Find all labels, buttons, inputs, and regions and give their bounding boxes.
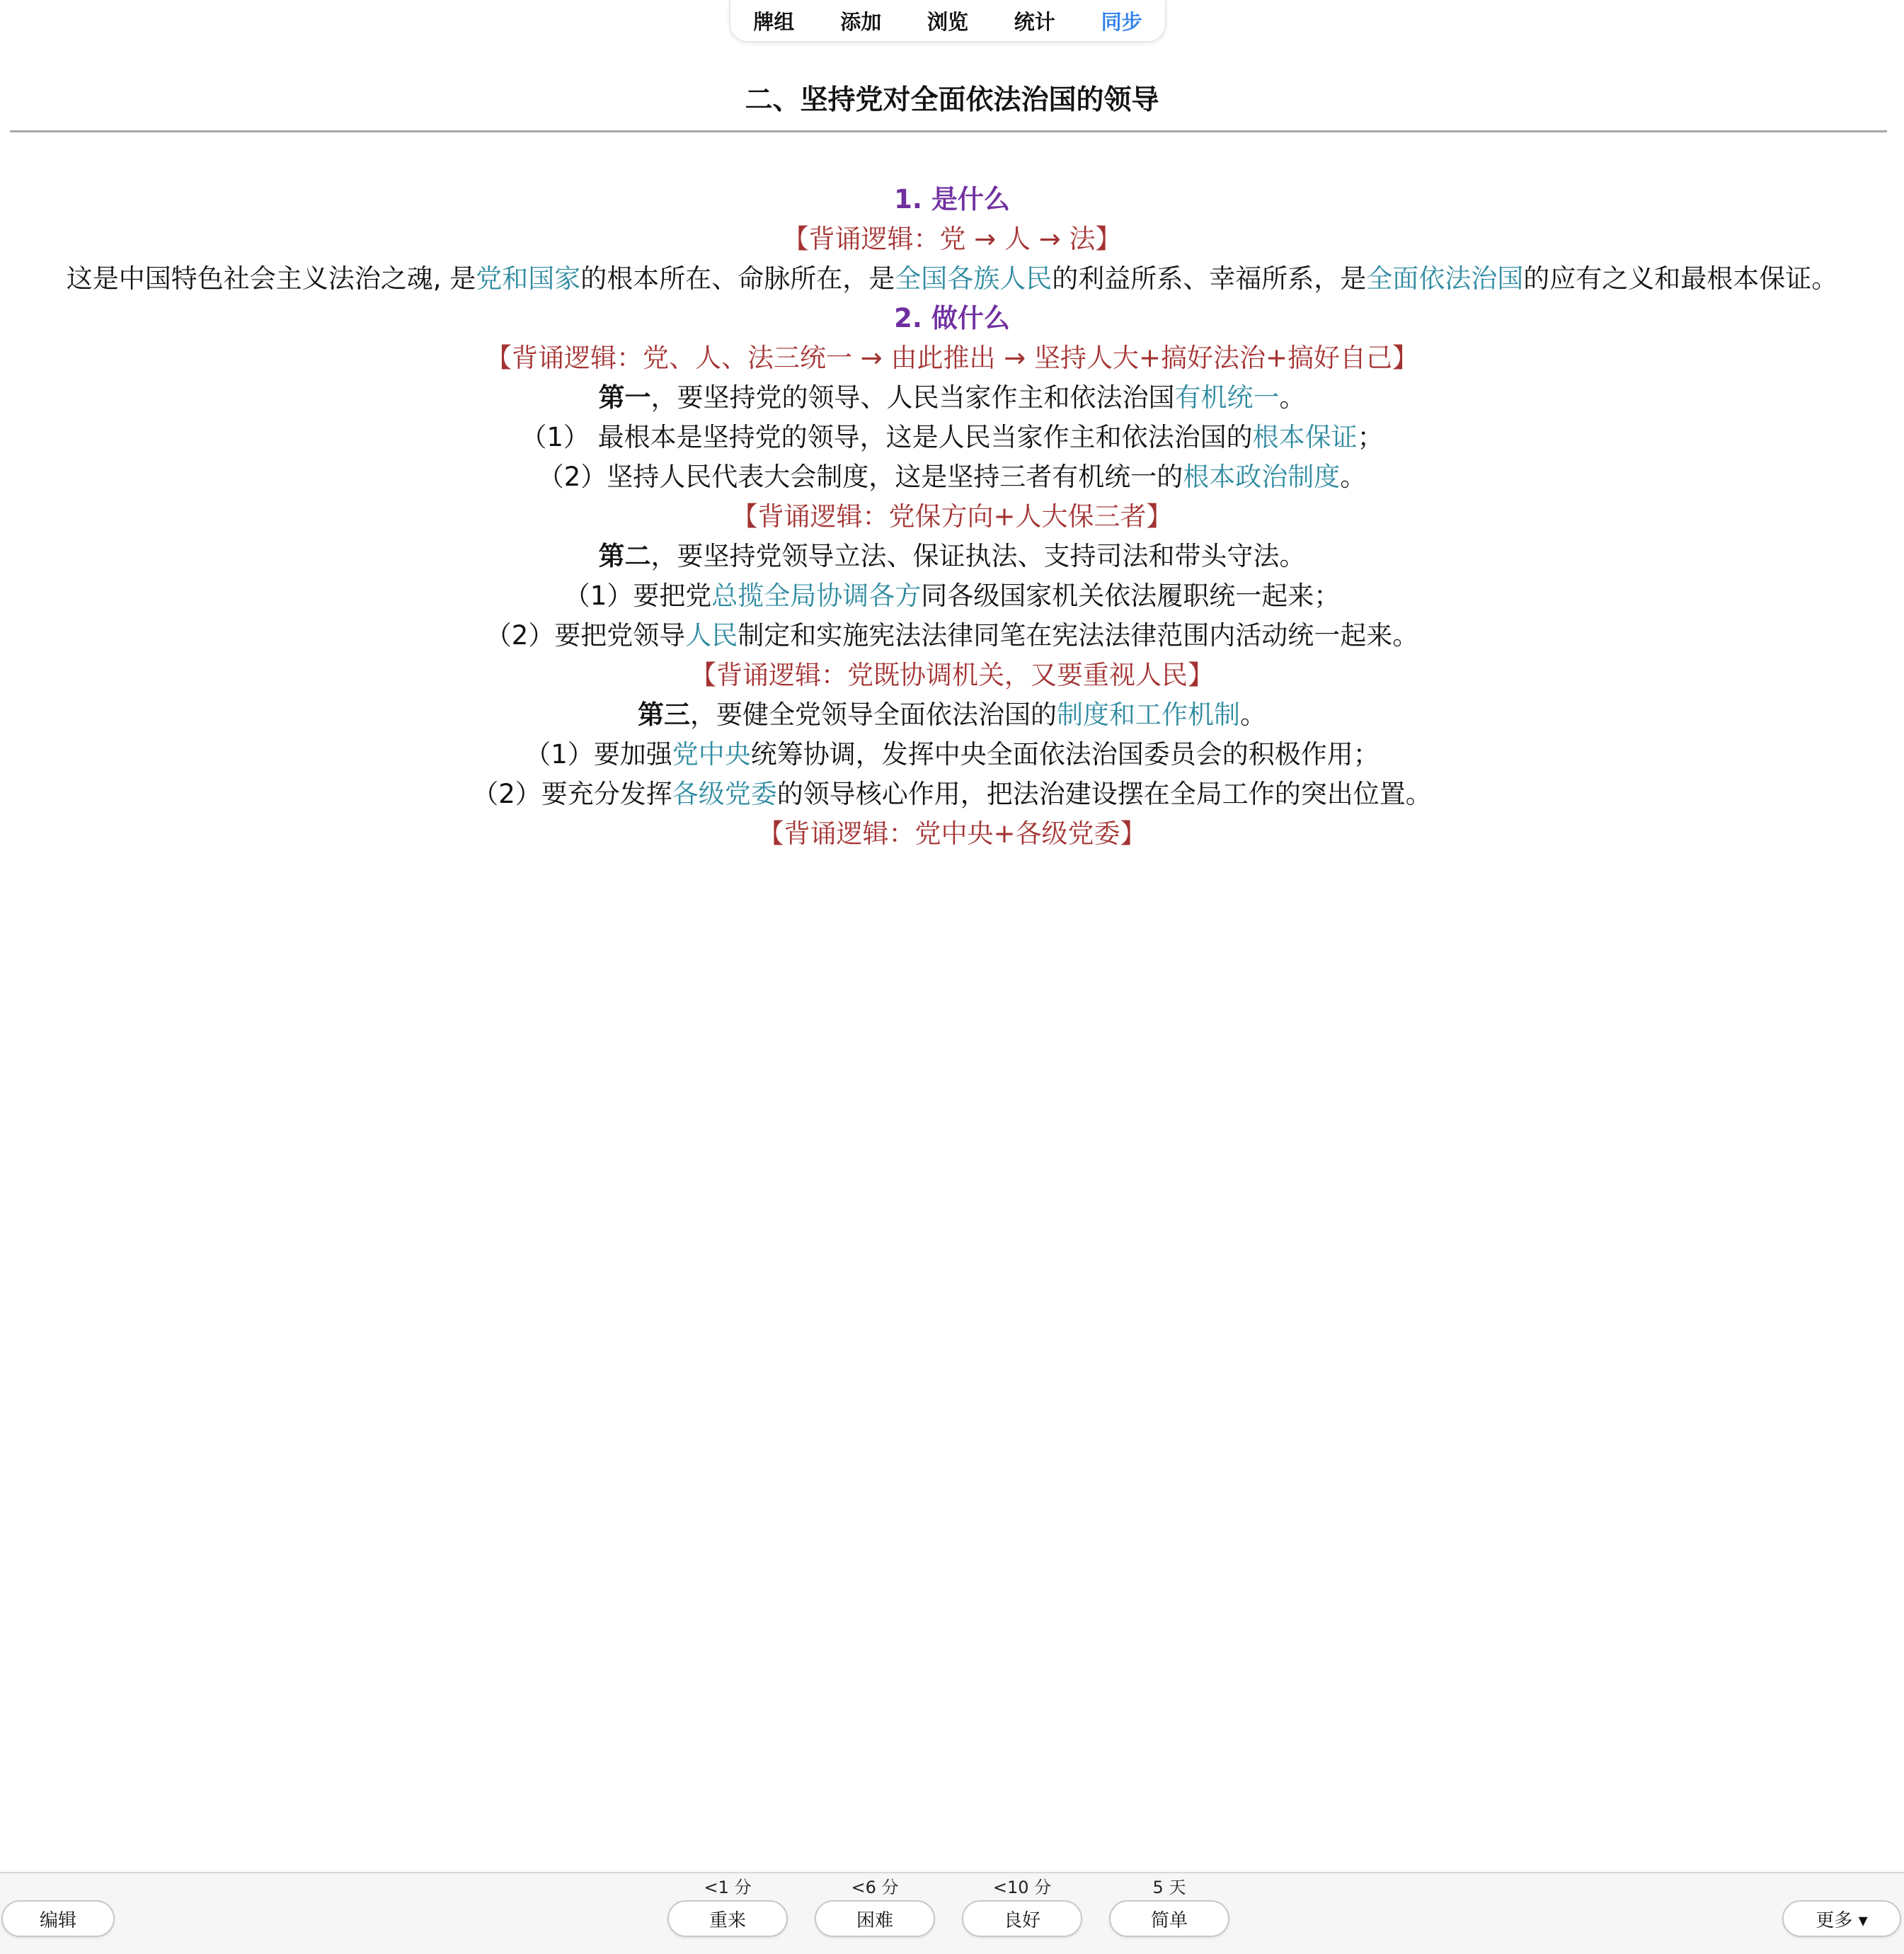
good-button[interactable]: 良好 <box>962 1900 1082 1937</box>
point-second <box>16 537 1888 576</box>
text: 的利益所系、幸福所系，是 <box>1052 263 1367 294</box>
keyword: 党中央 <box>672 739 751 770</box>
interval-easy: 5 天 <box>1152 1878 1186 1897</box>
interval-hard: <6 分 <box>851 1878 899 1897</box>
section-heading-how: 2. 做什么 <box>894 303 1010 333</box>
sub-item <box>16 775 1888 814</box>
sub-item <box>16 457 1888 497</box>
text: （2）坚持人民代表大会制度，这是坚持三者有机统一的 <box>537 462 1183 492</box>
text: ，要坚持党领导立法、保证执法、支持司法和带头守法。 <box>650 541 1306 571</box>
text: ，要坚持党的领导、人民当家作主和依法治国 <box>650 382 1175 413</box>
text: 。 <box>1240 699 1266 730</box>
keyword: 全国各族人民 <box>895 263 1053 294</box>
point-third <box>16 695 1888 735</box>
hard-button[interactable]: 困难 <box>815 1900 935 1937</box>
answer-bar <box>0 1872 1904 1954</box>
easy-button[interactable]: 简单 <box>1109 1900 1229 1937</box>
keyword: 总揽全局协调各方 <box>711 581 922 611</box>
nav-stats[interactable]: 统计 <box>1014 9 1055 34</box>
logic-note: 【背诵逻辑：党既协调机关，又要重视人民】 <box>690 660 1214 690</box>
text: ； <box>1357 422 1384 452</box>
keyword: 制度和工作机制 <box>1057 699 1240 730</box>
interval-good: <10 分 <box>992 1878 1052 1897</box>
text: 制定和实施宪法法律同笔在宪法法律范围内活动统一起来。 <box>738 620 1419 651</box>
again-button[interactable]: 重来 <box>667 1900 788 1937</box>
nav-browse[interactable]: 浏览 <box>927 9 968 34</box>
point-lead: 第一 <box>598 382 651 413</box>
keyword: 党和国家 <box>476 263 581 294</box>
text: 的应有之义和最根本保证。 <box>1523 263 1838 294</box>
top-nav <box>729 0 1166 42</box>
keyword: 有机统一 <box>1174 382 1280 413</box>
text: 同各级国家机关依法履职统一起来； <box>921 581 1341 611</box>
edit-button[interactable]: 编辑 <box>1 1900 115 1937</box>
card-content <box>16 180 1888 854</box>
paragraph-what <box>16 259 1888 299</box>
keyword: 人民 <box>685 620 738 651</box>
keyword: 根本政治制度 <box>1183 462 1341 492</box>
text: （1）要加强 <box>524 739 672 770</box>
nav-decks[interactable]: 牌组 <box>753 9 795 34</box>
text: ，要健全党领导全面依法治国的 <box>690 699 1057 730</box>
text: 。 <box>1340 462 1367 492</box>
section-heading-what: 1. 是什么 <box>894 184 1010 215</box>
text: 统筹协调，发挥中央全面依法治国委员会的积极作用； <box>750 739 1380 770</box>
sub-item <box>16 616 1888 656</box>
keyword: 根本保证 <box>1252 422 1358 452</box>
logic-note: 【背诵逻辑：党、人、法三统一 → 由此推出 → 坚持人大+搞好法治+搞好自己】 <box>485 343 1419 373</box>
more-button[interactable]: 更多 ▾ <box>1782 1900 1901 1937</box>
nav-sync[interactable]: 同步 <box>1101 9 1142 34</box>
nav-add[interactable]: 添加 <box>840 9 882 34</box>
keyword: 全面依法治国 <box>1366 263 1524 294</box>
text: 。 <box>1279 382 1306 413</box>
point-lead: 第三 <box>638 699 690 730</box>
sub-item <box>16 418 1888 457</box>
text: （2）要把党领导 <box>485 620 686 651</box>
point-lead: 第二 <box>598 541 651 571</box>
keyword: 各级党委 <box>672 779 777 809</box>
sub-item <box>16 576 1888 616</box>
divider <box>10 130 1887 132</box>
logic-note: 【背诵逻辑：党 → 人 → 法】 <box>782 224 1122 254</box>
logic-note: 【背诵逻辑：党中央+各级党委】 <box>757 818 1147 849</box>
text: （1）要把党 <box>563 581 712 611</box>
interval-again: <1 分 <box>704 1878 752 1897</box>
point-first <box>16 378 1888 418</box>
text: 这是中国特色社会主义法治之魂, 是 <box>66 263 476 294</box>
sub-item <box>16 735 1888 775</box>
text: 的根本所在、命脉所在，是 <box>580 263 895 294</box>
text: （2）要充分发挥 <box>472 779 672 809</box>
logic-note: 【背诵逻辑：党保方向+人大保三者】 <box>731 501 1173 532</box>
text: 的领导核心作用，把法治建设摆在全局工作的突出位置。 <box>776 779 1432 809</box>
text: （1） 最根本是坚持党的领导，这是人民当家作主和依法治国的 <box>520 422 1253 452</box>
card-title: 二、坚持党对全面依法治国的领导 <box>745 84 1159 116</box>
